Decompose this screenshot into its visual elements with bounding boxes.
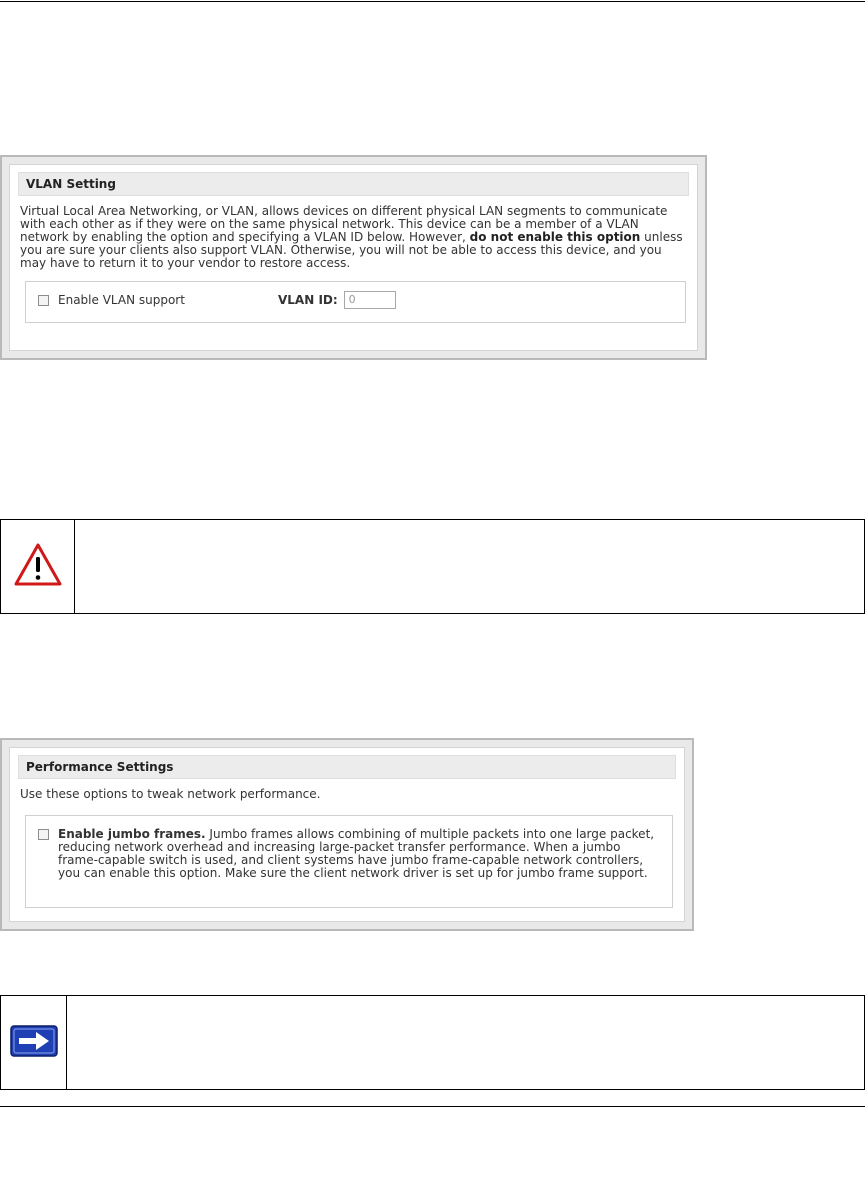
vlan-description [18, 205, 689, 270]
enable-vlan-label[interactable]: Enable VLAN support [58, 293, 185, 307]
performance-settings-panel [0, 738, 694, 931]
warning-note-box [0, 519, 865, 614]
vlan-description-part1: Virtual Local Area Networking, or VLAN, allows devices on different physical LAN segments to communicate with each other as if they were on the same physical network. This device can be a member of a VLAN network by enabling the option and specifying a VLAN ID below. However, [20, 204, 668, 244]
performance-settings-title: Performance Settings [18, 755, 676, 779]
vlan-settings-title: VLAN Setting [18, 172, 689, 196]
info-icon-cell [1, 996, 67, 1089]
info-note-box [0, 995, 865, 1090]
warning-note-text [75, 520, 864, 613]
jumbo-frames-description: Jumbo frames allows combining of multiple packets into one large packet, reducing network overhead and increasing large-packet transfer performance. When a jumbo frame-capable switch is used, and client systems have jumbo frame-capable network controllers, you can enable this option. Make sure the client network driver is set up for jumbo frame support. [58, 827, 655, 880]
vlan-description-warning: do not enable this option [469, 230, 641, 244]
vlan-settings-panel [0, 155, 707, 360]
vlan-settings-panel-body [9, 164, 698, 351]
jumbo-frames-text [58, 828, 660, 880]
bottom-rule [0, 1106, 865, 1107]
vlan-options-row [38, 291, 673, 309]
enable-jumbo-frames-checkbox[interactable] [38, 829, 49, 840]
arrow-right-icon [10, 1025, 58, 1061]
top-rule [0, 1, 865, 2]
vlan-id-input[interactable]: 0 [344, 291, 396, 309]
enable-jumbo-frames-label[interactable]: Enable jumbo frames. [58, 827, 206, 841]
jumbo-frames-row [38, 828, 660, 880]
vlan-options-box [25, 281, 686, 323]
performance-description: Use these options to tweak network performance. [20, 787, 321, 801]
info-note-text [67, 996, 864, 1089]
enable-vlan-checkbox[interactable] [38, 295, 49, 306]
warning-icon-cell [1, 520, 75, 613]
warning-triangle-icon [13, 542, 63, 592]
vlan-id-label: VLAN ID: [278, 293, 338, 307]
vlan-description-part2: unless you are sure your clients also support VLAN. Otherwise, you will not be able to access this device, and you may have to return it to your vendor to restore access. [20, 230, 683, 270]
performance-settings-panel-body [9, 747, 685, 922]
performance-options-box [25, 815, 673, 908]
